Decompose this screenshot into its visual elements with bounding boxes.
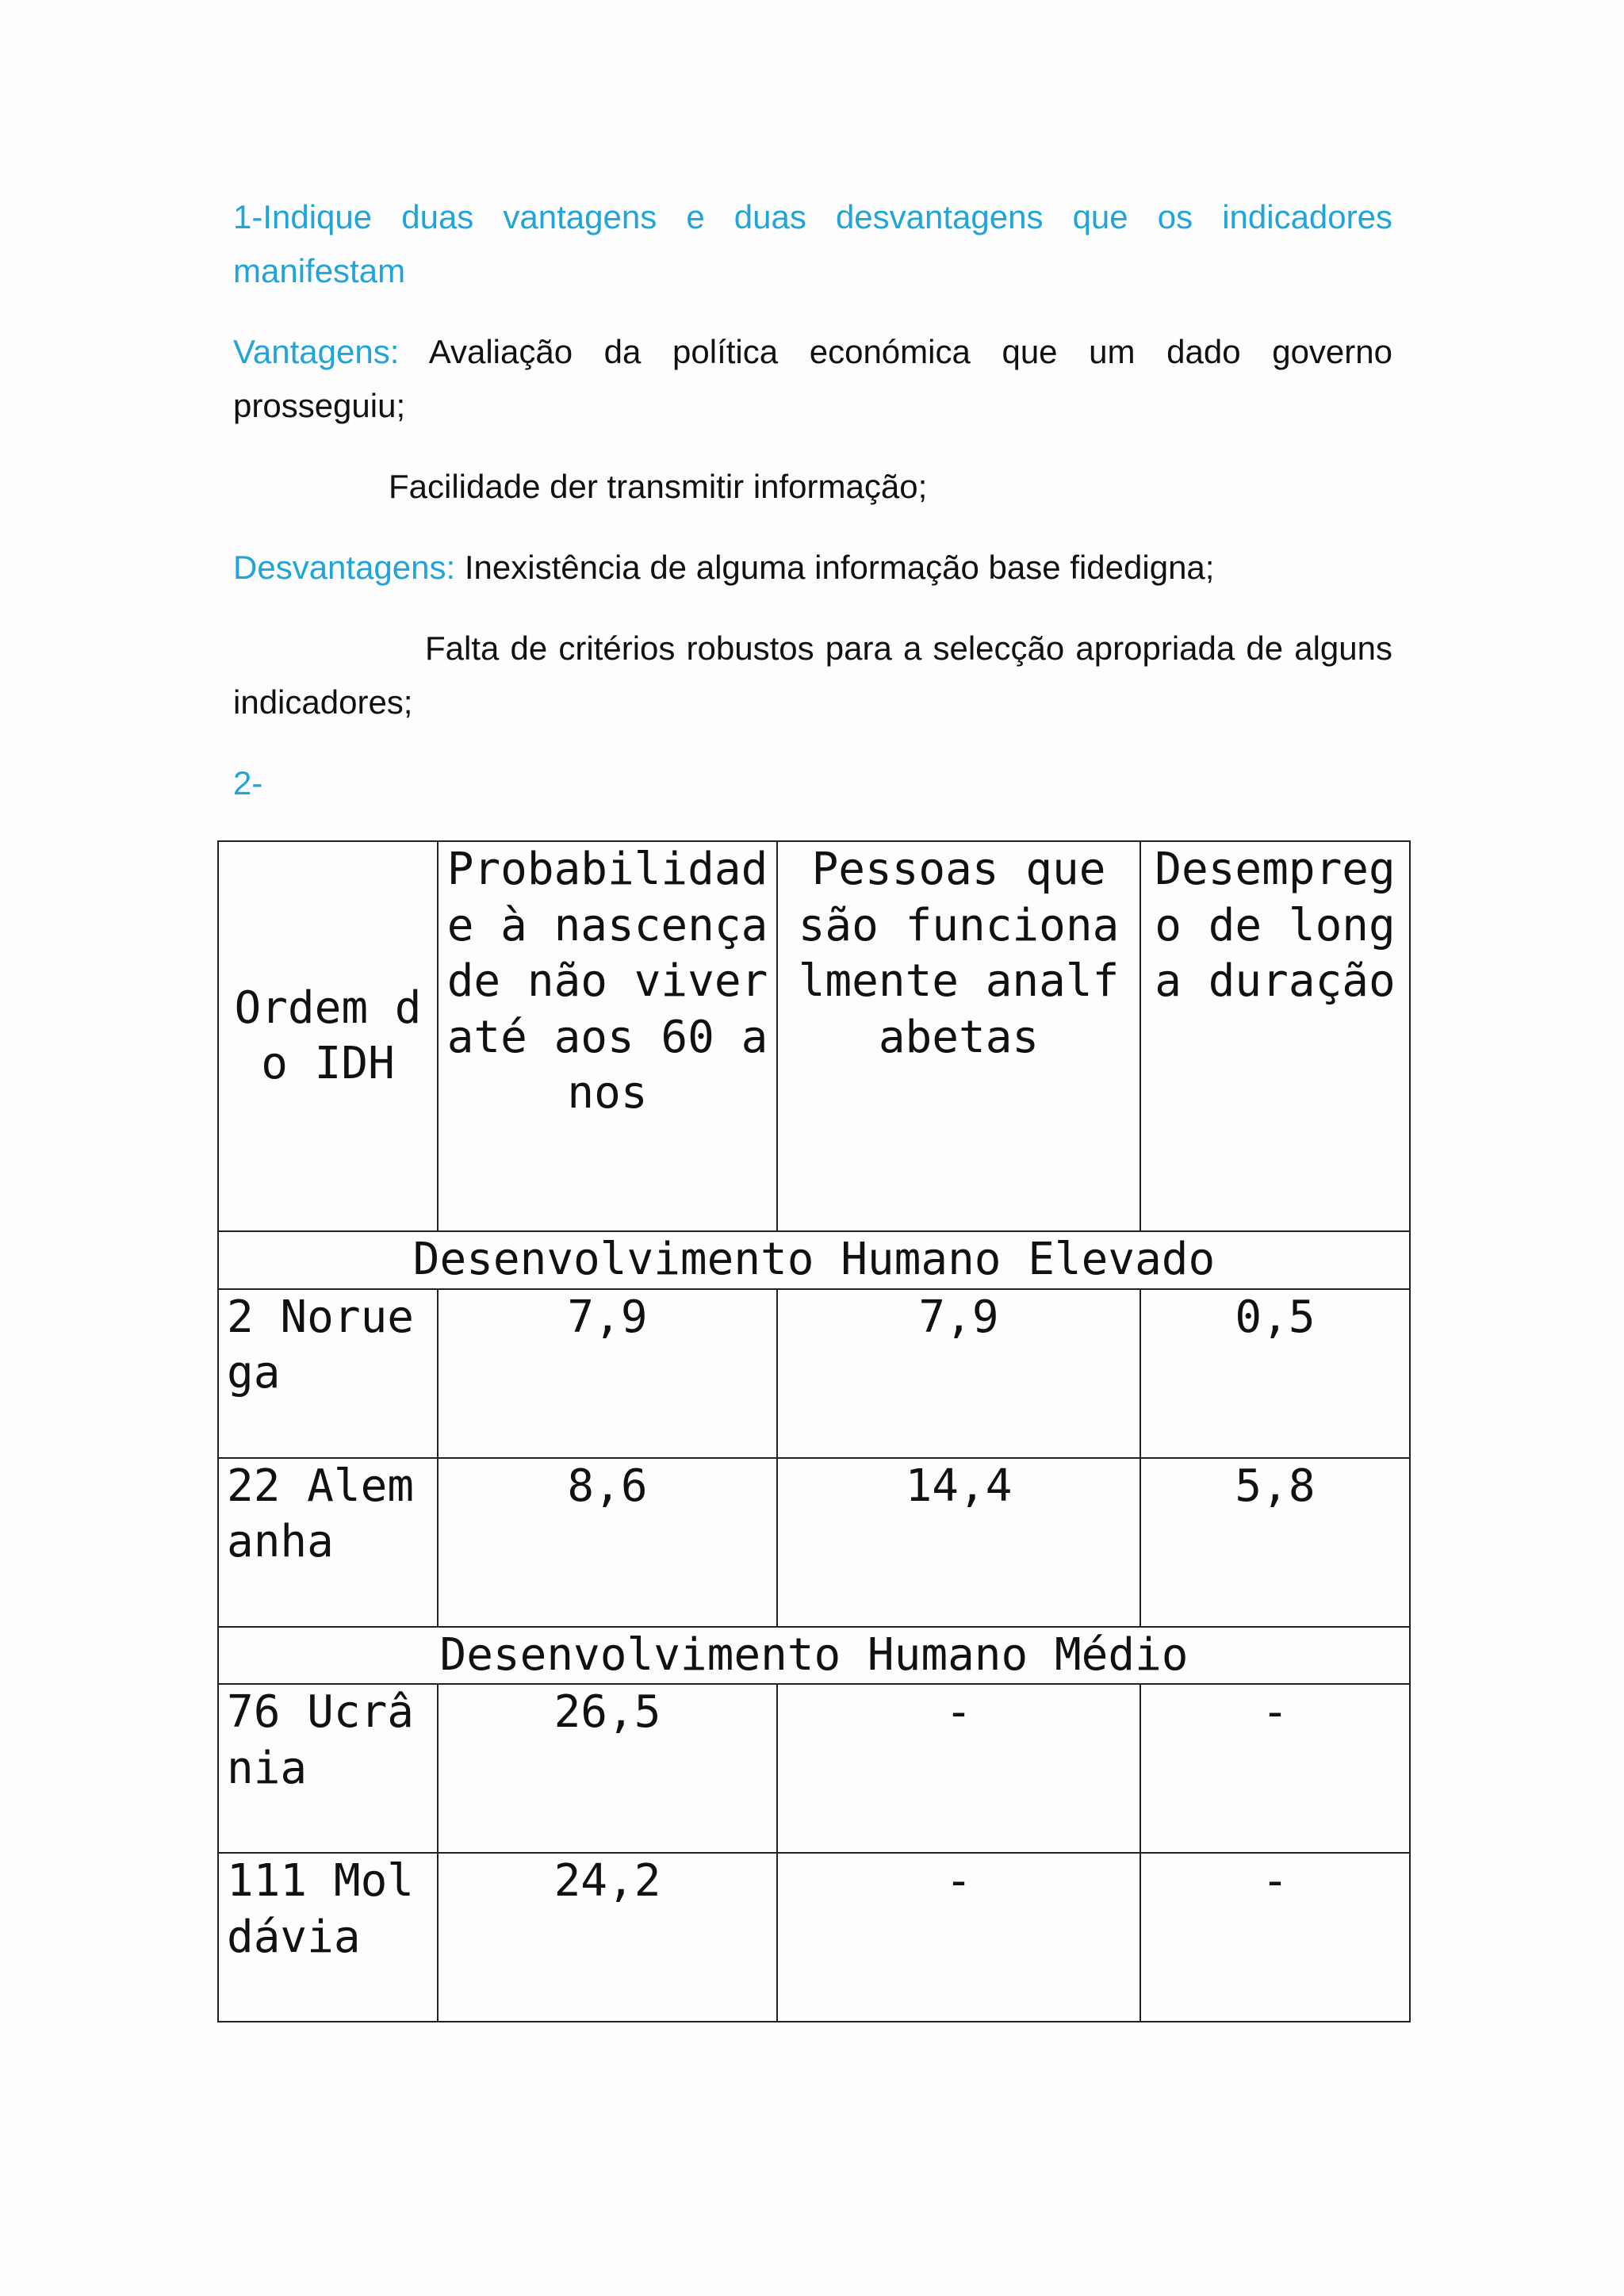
question-2-label: 2- [233, 764, 263, 802]
disadvantage-1-text: Inexistência de alguma informação base fidedigna; [464, 549, 1215, 586]
illiterate-cell: 14,4 [777, 1458, 1140, 1627]
advantage-1-text: Avaliação da política económica que um dado governo prosseguiu; [233, 333, 1392, 424]
illiterate-cell: - [777, 1853, 1140, 2022]
idh-table [217, 840, 1411, 2022]
unemployment-cell: - [1140, 1684, 1410, 1853]
table-row [218, 1684, 1410, 1853]
disadvantage-2-text: Falta de critérios robustos para a selecção apropriada de alguns indicadores; [233, 629, 1392, 721]
section-title: Desenvolvimento Humano Médio [218, 1627, 1410, 1685]
section-row-high [218, 1231, 1410, 1289]
probability-cell: 26,5 [438, 1684, 777, 1853]
illiterate-cell: - [777, 1684, 1140, 1853]
illiterate-cell: 7,9 [777, 1289, 1140, 1458]
table-row [218, 1853, 1410, 2022]
rank-country-cell: 111 Moldávia [218, 1853, 438, 2022]
table-row [218, 1289, 1410, 1458]
probability-cell: 7,9 [438, 1289, 777, 1458]
unemployment-cell: 0,5 [1140, 1289, 1410, 1458]
header-illiterate: Pessoas que são funcionalmente analfabetas [777, 841, 1140, 1231]
header-probability: Probabilidade à nascença de não viver até aos 60 anos [438, 841, 777, 1231]
section-title: Desenvolvimento Humano Elevado [218, 1231, 1410, 1289]
probability-cell: 24,2 [438, 1853, 777, 2022]
table-header-row [218, 841, 1410, 1231]
advantage-2-paragraph [389, 460, 1392, 514]
rank-country-cell: 2 Noruega [218, 1289, 438, 1458]
question-1-title: 1-Indique duas vantagens e duas desvantagens que os indicadores manifestam [233, 198, 1392, 289]
header-rank: Ordem do IDH [218, 841, 438, 1231]
unemployment-cell: - [1140, 1853, 1410, 2022]
rank-country-cell: 22 Alemanha [218, 1458, 438, 1627]
probability-cell: 8,6 [438, 1458, 777, 1627]
unemployment-cell: 5,8 [1140, 1458, 1410, 1627]
rank-country-cell: 76 Ucrânia [218, 1684, 438, 1853]
advantage-2-text: Facilidade der transmitir informação; [389, 468, 928, 505]
section-row-medium [218, 1627, 1410, 1685]
disadvantages-label: Desvantagens: [233, 549, 456, 586]
advantages-label: Vantagens: [233, 333, 400, 370]
advantages-paragraph [233, 325, 1392, 433]
disadvantage-2-paragraph [233, 622, 1392, 729]
header-unemployment: Desemprego de longa duração [1140, 841, 1410, 1231]
disadvantages-paragraph [233, 541, 1392, 595]
table-row [218, 1458, 1410, 1627]
